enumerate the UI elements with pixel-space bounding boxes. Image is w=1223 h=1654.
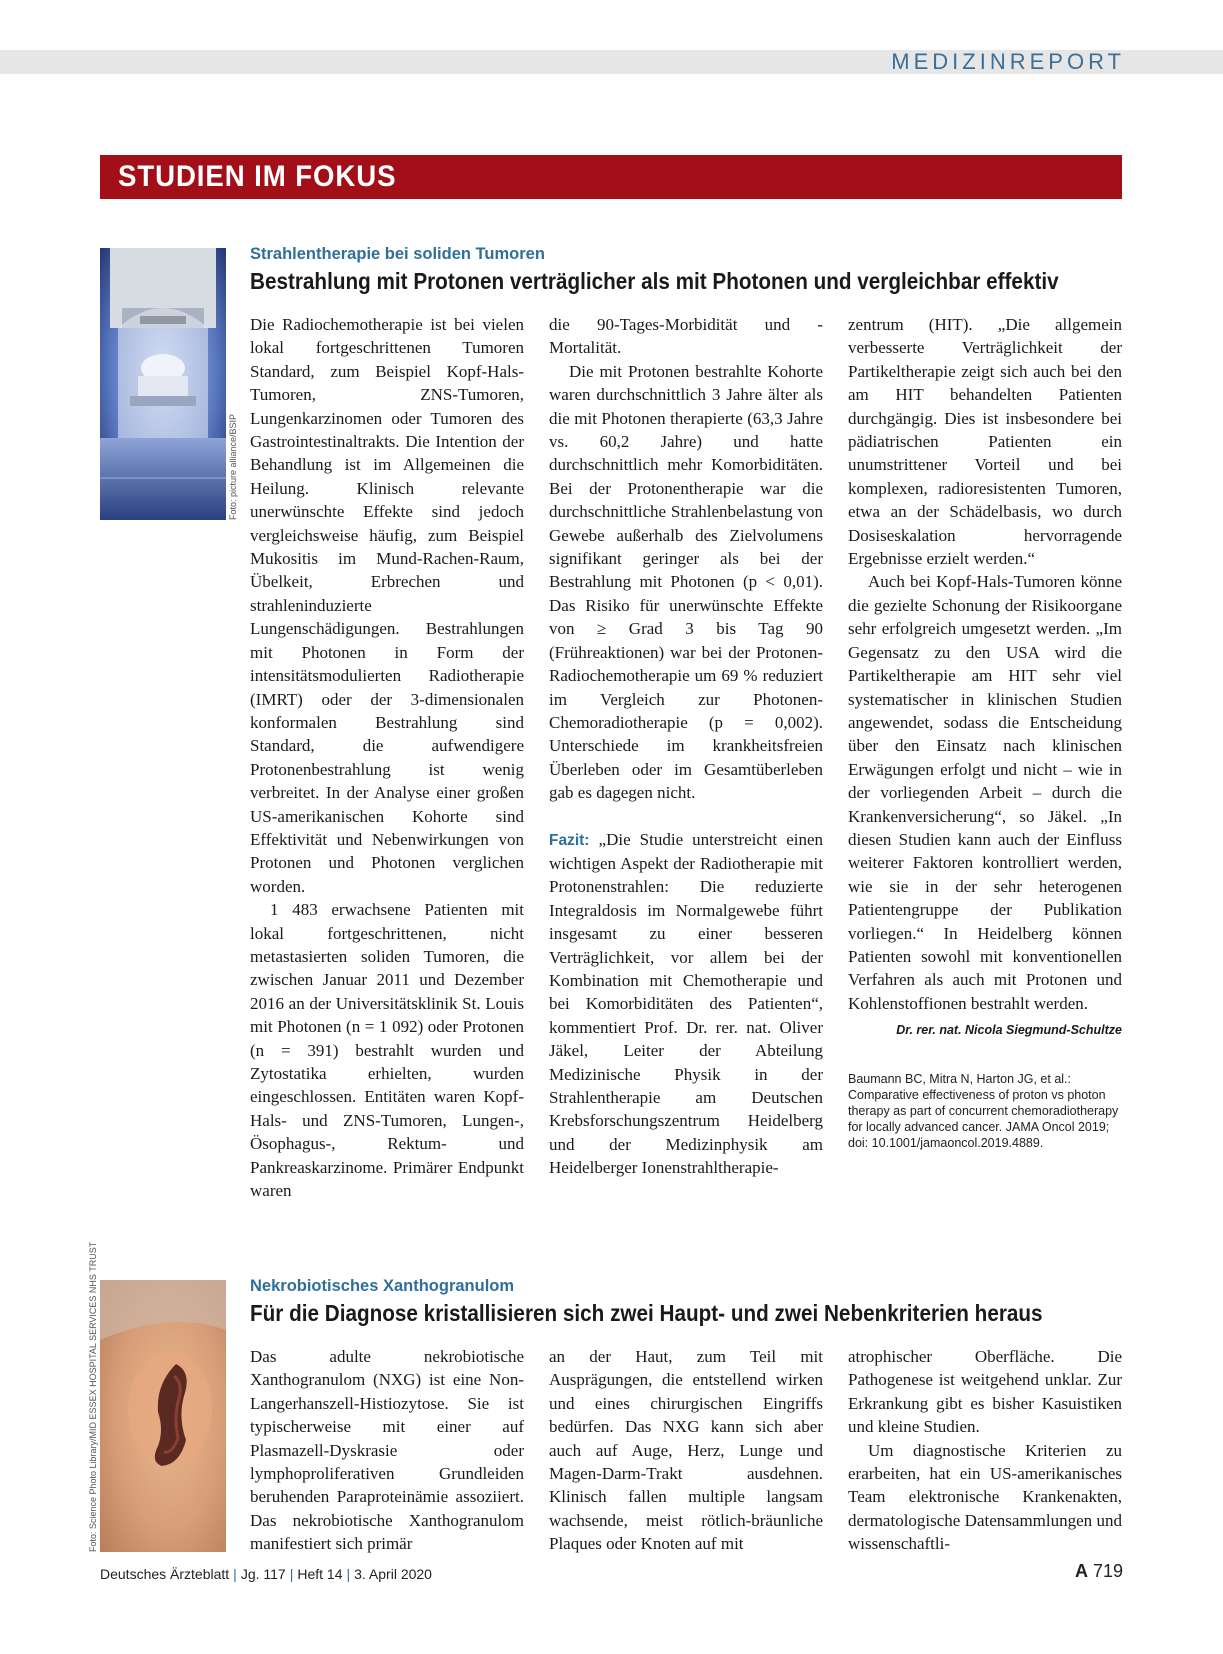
volume: Jg. 117 bbox=[240, 1566, 286, 1582]
article1-paragraph: die 90-Tages-Morbidität und -Mortalität. bbox=[549, 315, 823, 358]
proton-therapy-photo bbox=[100, 248, 226, 520]
fazit-paragraph bbox=[549, 828, 823, 1180]
fazit-label: Fazit: bbox=[549, 831, 590, 849]
article1-headline: Bestrahlung mit Protonen verträglicher als mit Photonen und vergleichbar effektiv bbox=[250, 268, 1059, 294]
section-label: MEDIZINREPORT bbox=[891, 49, 1125, 74]
reference: Baumann BC, Mitra N, Harton JG, et al.: Comparative effectiveness of proton vs photon therapy as part of concurrent chemoradiotherapy for locally advanced cancer. JAMA Oncol 2019; doi: 10.1001/jamaoncol.2019.4889. bbox=[848, 1071, 1119, 1151]
article1-paragraph: Auch bei Kopf-Hals-Tumoren könne die gezielte Schonung der Risikoorgane sehr erfolgreich umgesetzt werden. „Im Gegensatz zu den USA wird die Partikeltherapie am HIT sehr viel systematischer in klinischen Studien angewendet, sodass die Entscheidung über den Einsatz nach klinischen Erwägungen erfolgt und nicht – wie in der vorliegenden Arbeit – durch die Krankenversicherung“, so Jäkel. „In diesen Studien kann auch der Einfluss weiterer Faktoren kontrolliert werden, wie sie in der sehr heterogenen Patientengruppe der Publikation vorliegen.“ In Heidelberg können Patienten sowohl mit konventionellen Verfahren als auch mit Protonen und Kohlenstoffionen bestrahlt werden. bbox=[848, 572, 1122, 1013]
journal-name: Deutsches Ärzteblatt bbox=[100, 1566, 230, 1582]
proton-therapy-illustration bbox=[100, 248, 226, 520]
banner-title: STUDIEN IM FOKUS bbox=[118, 160, 397, 193]
skin-lesion-illustration bbox=[100, 1280, 226, 1552]
article2-column-1 bbox=[250, 1345, 524, 1556]
issue-date: 3. April 2020 bbox=[354, 1566, 432, 1582]
page-number-value: 719 bbox=[1092, 1561, 1123, 1581]
article2-column-3 bbox=[848, 1345, 1122, 1556]
article2-column-2 bbox=[549, 1345, 823, 1556]
article1-paragraph: zentrum (HIT). „Die allgemein verbesserte Verträglichkeit der Partikeltherapie zeigt sich auch bei den am HIT behandelten Patienten durchgängig. Dies ist insbesondere bei pädiatrischen Patienten ein unumstrittener Vorteil und bei komplexen, radioresistenten Tumoren, etwa an der Schädelbasis, wo durch Dosiseskalation hervorragende Ergebnisse erzielt werden.“ bbox=[848, 315, 1122, 569]
footer: Deutsches Ärzteblatt | Jg. 117 | Heft 14 | 3. April 2020 bbox=[100, 1566, 432, 1582]
article2-kicker: Nekrobiotisches Xanthogranulom bbox=[250, 1277, 515, 1295]
article1-paragraph: 1 483 erwachsene Patienten mit lokal fortgeschrittenen, nicht metastasierten soliden Tumoren, die zwischen Januar 2011 und Dezember 2016 an der Universitätsklinik St. Louis mit Photonen (n = 1 092) oder Protonen (n = 391) bestrahlt wurden und Zytostatika erhielten, wurden eingeschlossen. Entitäten waren Kopf-Hals- und ZNS-Tumoren, Lungen-, Ösophagus-, Rektum- und Pankreaskarzinome. Primärer Endpunkt waren bbox=[250, 900, 524, 1201]
article1-paragraph: Die Radiochemotherapie ist bei vielen lokal fortgeschrittenen Tumoren Standard, zum Beispiel Kopf-Hals-Tumoren, ZNS-Tumoren, Lungenkarzinomen oder Tumoren des Gastrointestinaltrakts. Die Intention der Behandlung ist im Allgemeinen die Heilung. Klinisch relevante unerwünschte Effekte sind jedoch vergleichsweise häufig, zum Beispiel Mukositis im Mund-Rachen-Raum, Übelkeit, Erbrechen und strahleninduzierte Lungenschädigungen. Bestrahlungen mit Photonen in Form der intensitätsmodulierten Radiotherapie (IMRT) oder der 3-dimensionalen konformalen Bestrahlung sind Standard, die aufwendigere Protonenbestrahlung ist wenig verbreitet. In der Analyse einer großen US-amerikanischen Kohorte sind Effektivität und Nebenwirkungen von Protonen und Photonen verglichen worden. bbox=[250, 315, 524, 896]
page-number bbox=[1075, 1561, 1123, 1582]
article1-kicker: Strahlentherapie bei soliden Tumoren bbox=[250, 245, 545, 263]
article2-paragraph: an der Haut, zum Teil mit Ausprägungen, die entstellend wirken und eines chirurgischen Eingriffs bedürfen. Das NXG kann sich aber auch auf Auge, Herz, Lunge und Magen-Darm-Trakt ausdehnen. Klinisch fallen multiple langsam wachsende, meist rötlich-bräunliche Plaques oder Knoten auf mit bbox=[549, 1347, 823, 1554]
photo-credit-2: Foto: Science Photo Library/MID ESSEX HOSPITAL SERVICES NHS TRUST bbox=[88, 1241, 98, 1552]
author-name: Dr. rer. nat. Nicola Siegmund-Schultze bbox=[896, 1023, 1122, 1038]
article2-headline: Für die Diagnose kristallisieren sich zwei Haupt- und zwei Nebenkriterien heraus bbox=[250, 1300, 1043, 1326]
article2-paragraph: Um diagnostische Kriterien zu erarbeiten, hat ein US-amerikanisches Team elektronische Krankenakten, dermatologische Datensammlungen und wissenschaftli- bbox=[848, 1440, 1122, 1554]
skin-lesion-photo bbox=[100, 1280, 226, 1552]
article1-column-3 bbox=[848, 313, 1122, 1152]
photo-credit-1: Foto: picture alliance/BSIP bbox=[228, 413, 238, 520]
article1-column-1 bbox=[250, 313, 524, 1202]
issue: Heft 14 bbox=[297, 1566, 343, 1582]
fazit-text: „Die Studie unterstreicht einen wichtigen Aspekt der Radiotherapie mit Protonenstrahlen: Die reduzierte Integraldosis im Normalgewebe führt insgesamt zu einer besseren Verträglichkeit, vor allem bei der Kombination mit Chemotherapie und bei Komorbiditäten des Patienten“, kommentiert Prof. Dr. rer. nat. Oliver Jäkel, Leiter der Abteilung Medizinische Physik in der Strahlentherapie am Deutschen Krebsforschungszentrum Heidelberg und der Medizinphysik am Heidelberger Ionenstrahltherapie- bbox=[549, 829, 824, 1178]
article2-paragraph: Das adulte nekrobiotische Xanthogranulom (NXG) ist eine Non-Langerhanszell-Histiozytose. Sie ist typischerweise mit einer auf Plasmazell-Dyskrasie oder lymphoproliferativen Grundleiden beruhenden Paraproteinämie assoziiert. Das nekrobiotische Xanthogranulom manifestiert sich primär bbox=[250, 1347, 524, 1554]
article2-paragraph: atrophischer Oberfläche. Die Pathogenese ist weitgehend unklar. Zur Erkrankung gibt es bisher Kasuistiken und kleine Studien. bbox=[848, 1347, 1122, 1437]
page-prefix: A bbox=[1074, 1561, 1088, 1581]
section-banner bbox=[100, 155, 1122, 199]
article1-column-2 bbox=[549, 313, 823, 1180]
article1-paragraph: Die mit Protonen bestrahlte Kohorte waren durchschnittlich 3 Jahre älter als die mit Photonen therapierte (63,3 Jahre vs. 60,2 Jahre) und hatte durchschnittlich mehr Komorbiditäten. Bei der Protonentherapie war die durchschnittliche Strahlenbelastung von Gewebe außerhalb des Zielvolumens signifikant geringer als bei der Bestrahlung mit Photonen (p < 0,01). Das Risiko für unerwünschte Effekte von ≥ Grad 3 bis Tag 90 (Frühreaktionen) war bei der Protonen-Radiochemotherapie um 69 % reduziert im Vergleich zur Photonen-Chemoradiotherapie (p = 0,002). Unterschiede im krankheitsfreien Überleben oder im Gesamtüberleben gab es dagegen nicht. bbox=[549, 361, 823, 803]
